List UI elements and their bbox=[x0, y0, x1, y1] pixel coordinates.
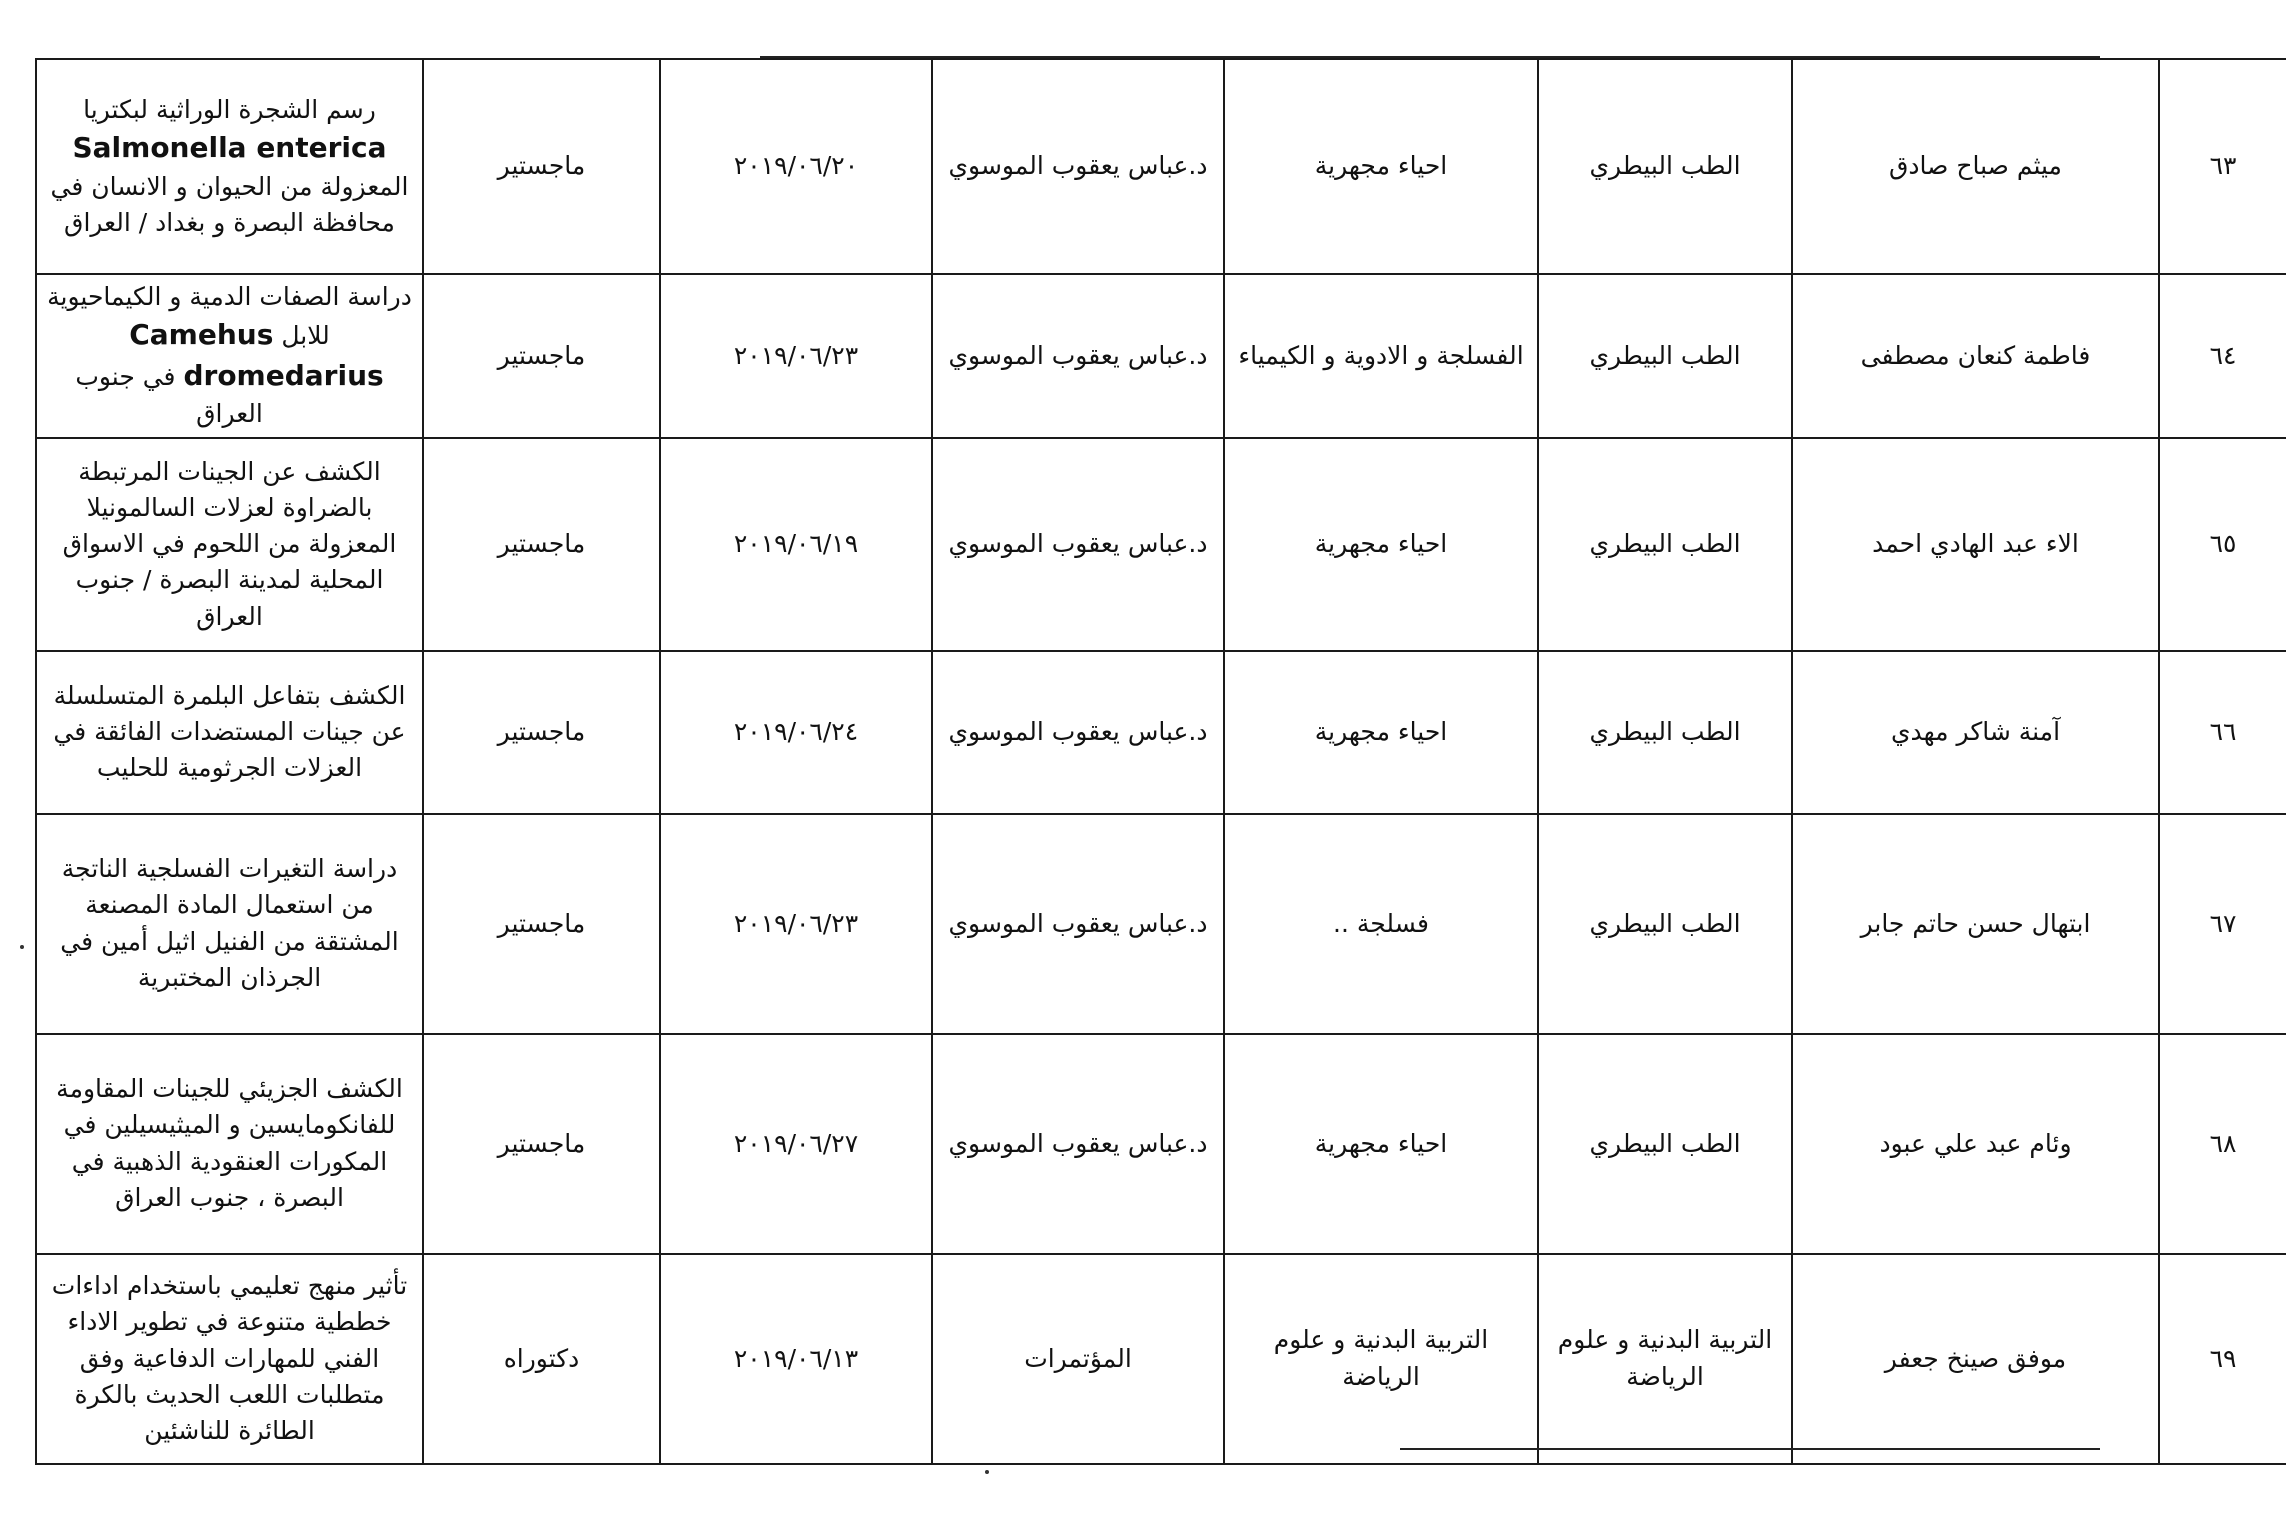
specialization-cell: احياء مجهرية bbox=[1224, 438, 1538, 651]
records-table bbox=[35, 58, 2286, 1465]
thesis-title-cell: تأثير منهج تعليمي باستخدام اداءات خططية متنوعة في تطوير الاداء الفني للمهارات الدفاعية وفق متطلبات اللعب الحديث بالكرة الطائرة للناشئين bbox=[36, 1254, 423, 1464]
row-number-cell: ٦٨ bbox=[2159, 1034, 2286, 1254]
degree-cell: ماجستير bbox=[423, 814, 660, 1034]
supervisor-cell: د.عباس يعقوب الموسوي bbox=[932, 438, 1224, 651]
thesis-title-cell bbox=[36, 59, 423, 274]
name-cell: وئام عبد علي عبود bbox=[1792, 1034, 2159, 1254]
table-row bbox=[36, 814, 2286, 1034]
table-row bbox=[36, 274, 2286, 438]
supervisor-cell: المؤتمرات bbox=[932, 1254, 1224, 1464]
date-cell: ٢٠١٩/٠٦/١٣ bbox=[660, 1254, 932, 1464]
bottom-rule bbox=[1400, 1448, 2100, 1450]
department-cell: الطب البيطري bbox=[1538, 59, 1792, 274]
degree-cell: ماجستير bbox=[423, 438, 660, 651]
date-cell: ٢٠١٩/٠٦/٢٣ bbox=[660, 814, 932, 1034]
name-cell: ميثم صباح صادق bbox=[1792, 59, 2159, 274]
department-cell: الطب البيطري bbox=[1538, 438, 1792, 651]
row-number-cell: ٦٥ bbox=[2159, 438, 2286, 651]
degree-cell: دكتوراه bbox=[423, 1254, 660, 1464]
date-cell: ٢٠١٩/٠٦/٢٣ bbox=[660, 274, 932, 438]
thesis-title-latin: Camehus dromedarius bbox=[129, 318, 384, 392]
specialization-cell: الفسلجة و الادوية و الكيمياء bbox=[1224, 274, 1538, 438]
specialization-cell: التربية البدنية و علوم الرياضة bbox=[1224, 1254, 1538, 1464]
thesis-title-latin: Salmonella enterica bbox=[72, 131, 387, 165]
specialization-cell: احياء مجهرية bbox=[1224, 651, 1538, 814]
thesis-title-cell: الكشف بتفاعل البلمرة المتسلسلة عن جينات المستضدات الفائقة في العزلات الجرثومية للحليب bbox=[36, 651, 423, 814]
table-row bbox=[36, 1034, 2286, 1254]
specialization-cell: فسلجة .. bbox=[1224, 814, 1538, 1034]
date-cell: ٢٠١٩/٠٦/٢٠ bbox=[660, 59, 932, 274]
department-cell: الطب البيطري bbox=[1538, 274, 1792, 438]
thesis-title-cell: الكشف عن الجينات المرتبطة بالضراوة لعزلات السالمونيلا المعزولة من اللحوم في الاسواق المحلية لمدينة البصرة / جنوب العراق bbox=[36, 438, 423, 651]
degree-cell: ماجستير bbox=[423, 274, 660, 438]
name-cell: آمنة شاكر مهدي bbox=[1792, 651, 2159, 814]
department-cell: التربية البدنية و علوم الرياضة bbox=[1538, 1254, 1792, 1464]
date-cell: ٢٠١٩/٠٦/٢٤ bbox=[660, 651, 932, 814]
table-row bbox=[36, 651, 2286, 814]
scan-speck bbox=[20, 945, 24, 949]
department-cell: الطب البيطري bbox=[1538, 814, 1792, 1034]
row-number-cell: ٦٧ bbox=[2159, 814, 2286, 1034]
department-cell: الطب البيطري bbox=[1538, 1034, 1792, 1254]
degree-cell: ماجستير bbox=[423, 1034, 660, 1254]
thesis-title-cell: الكشف الجزيئي للجينات المقاومة للفانكومايسين و الميثيسيلين في المكورات العنقودية الذهبية في البصرة ، جنوب العراق bbox=[36, 1034, 423, 1254]
degree-cell: ماجستير bbox=[423, 59, 660, 274]
thesis-title-text: دراسة الصفات الدمية و الكيماحيوية للابل bbox=[47, 282, 412, 351]
supervisor-cell: د.عباس يعقوب الموسوي bbox=[932, 651, 1224, 814]
thesis-title-text: رسم الشجرة الوراثية لبكتريا bbox=[83, 94, 376, 124]
thesis-title-text: المعزولة من الحيوان و الانسان في محافظة البصرة و بغداد / العراق bbox=[50, 171, 409, 237]
supervisor-cell: د.عباس يعقوب الموسوي bbox=[932, 814, 1224, 1034]
table-row bbox=[36, 438, 2286, 651]
specialization-cell: احياء مجهرية bbox=[1224, 1034, 1538, 1254]
name-cell: موفق صينخ جعفر bbox=[1792, 1254, 2159, 1464]
thesis-title-cell: دراسة التغيرات الفسلجية الناتجة من استعمال المادة المصنعة المشتقة من الفنيل اثيل أمين في الجرذان المختبرية bbox=[36, 814, 423, 1034]
thesis-title-cell bbox=[36, 274, 423, 438]
row-number-cell: ٦٦ bbox=[2159, 651, 2286, 814]
thesis-title-text: في جنوب العراق bbox=[75, 361, 263, 429]
date-cell: ٢٠١٩/٠٦/٢٧ bbox=[660, 1034, 932, 1254]
row-number-cell: ٦٣ bbox=[2159, 59, 2286, 274]
row-number-cell: ٦٤ bbox=[2159, 274, 2286, 438]
supervisor-cell: د.عباس يعقوب الموسوي bbox=[932, 1034, 1224, 1254]
table-row bbox=[36, 1254, 2286, 1464]
date-cell: ٢٠١٩/٠٦/١٩ bbox=[660, 438, 932, 651]
supervisor-cell: د.عباس يعقوب الموسوي bbox=[932, 274, 1224, 438]
supervisor-cell: د.عباس يعقوب الموسوي bbox=[932, 59, 1224, 274]
degree-cell: ماجستير bbox=[423, 651, 660, 814]
table-row bbox=[36, 59, 2286, 274]
department-cell: الطب البيطري bbox=[1538, 651, 1792, 814]
row-number-cell: ٦٩ bbox=[2159, 1254, 2286, 1464]
name-cell: فاطمة كنعان مصطفى bbox=[1792, 274, 2159, 438]
specialization-cell: احياء مجهرية bbox=[1224, 59, 1538, 274]
name-cell: الاء عبد الهادي احمد bbox=[1792, 438, 2159, 651]
scan-speck bbox=[985, 1470, 989, 1474]
name-cell: ابتهال حسن حاتم جابر bbox=[1792, 814, 2159, 1034]
